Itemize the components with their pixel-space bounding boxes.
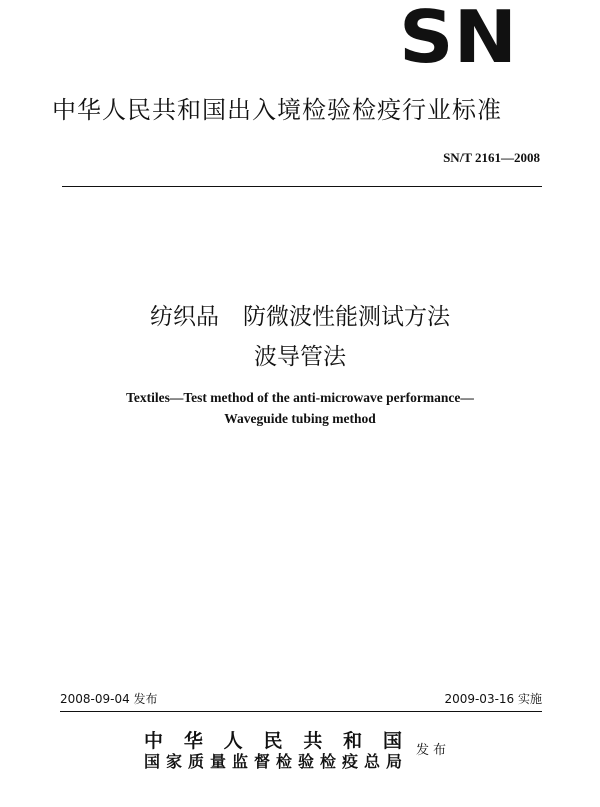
issuer-line1: 中华人民共和国 [144, 730, 402, 752]
svg-text:SN: SN [399, 4, 517, 66]
title-chinese-part1: 纺织品 [150, 304, 219, 330]
implementation-date: 2009-03-16 实施 [444, 692, 542, 706]
publish-label: 发布 [416, 743, 451, 758]
title-chinese-part2: 防微波性能测试方法 [243, 304, 450, 330]
organization-title: 中华人民共和国出入境检验检疫行业标准 [52, 96, 502, 124]
footer-divider [60, 711, 542, 712]
issue-date: 2008-09-04 发布 [60, 692, 158, 706]
standard-number: SN/T 2161—2008 [443, 150, 540, 165]
header-divider [62, 186, 542, 187]
title-english-line1: Textiles—Test method of the anti-microwave performance— [126, 390, 474, 405]
title-english-line2: Waveguide tubing method [224, 411, 376, 426]
title-chinese-line1 [0, 298, 600, 331]
sn-logo [398, 4, 518, 66]
issuer-line2: 国家质量监督检验检疫总局 [144, 752, 402, 771]
title-chinese-line2: 波导管法 [254, 344, 346, 370]
